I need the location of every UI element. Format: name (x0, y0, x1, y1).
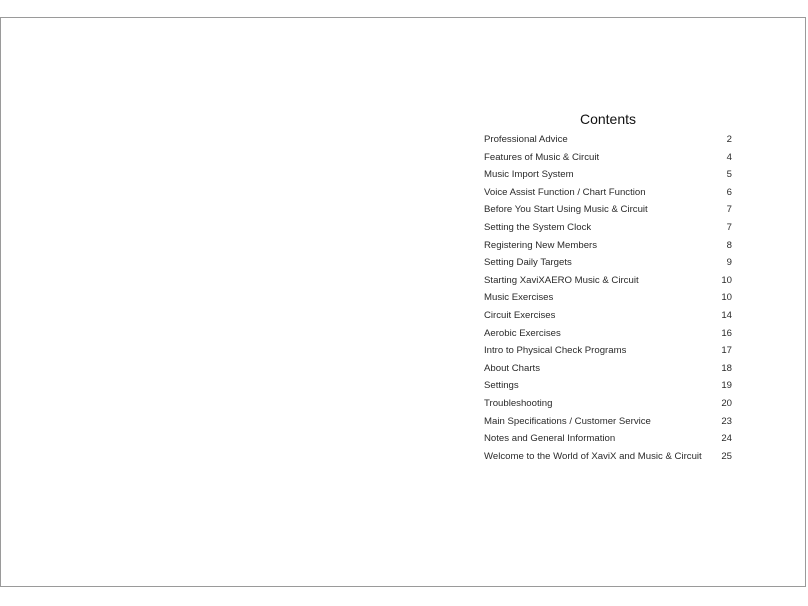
toc-entry-label: About Charts (484, 362, 540, 374)
toc-entry[interactable] (484, 342, 732, 360)
toc-entry-page-number: 19 (721, 380, 732, 392)
toc-entry-page-number: 10 (721, 292, 732, 304)
toc-entry-page-number: 7 (726, 204, 732, 216)
toc-entry[interactable] (484, 360, 732, 378)
toc-entry[interactable] (484, 166, 732, 184)
toc-entry-page-number: 16 (721, 327, 732, 339)
toc-entry-label: Music Import System (484, 169, 574, 181)
toc-entry[interactable] (484, 395, 732, 413)
toc-entry[interactable] (484, 325, 732, 343)
toc-entry-page-number: 24 (721, 433, 732, 445)
toc-entry-page-number: 18 (721, 362, 732, 374)
toc-entry-page-number: 9 (726, 257, 732, 269)
toc-entry-label: Voice Assist Function / Chart Function (484, 186, 646, 198)
toc-entry-label: Starting XaviXAERO Music & Circuit (484, 274, 639, 286)
toc-entry-page-number: 8 (726, 239, 732, 251)
toc-entry[interactable] (484, 413, 732, 431)
toc-entry[interactable] (484, 219, 732, 237)
toc-entry-page-number: 7 (726, 221, 732, 233)
toc-entry-label: Troubleshooting (484, 397, 553, 409)
toc-entry[interactable] (484, 184, 732, 202)
toc-entry-page-number: 14 (721, 309, 732, 321)
toc-entry-label: Registering New Members (484, 239, 598, 251)
toc-entry-page-number: 25 (721, 450, 732, 462)
toc-entry-label: Notes and General Information (484, 433, 616, 445)
toc-entry[interactable] (484, 307, 732, 325)
toc-entry-label: Professional Advice (484, 134, 568, 145)
toc-entry[interactable] (484, 201, 732, 219)
toc-entry[interactable] (484, 448, 732, 466)
toc-entry[interactable] (484, 272, 732, 290)
toc-entry[interactable] (484, 254, 732, 272)
toc-entry-page-number: 20 (721, 397, 732, 409)
toc-entry-label: Before You Start Using Music & Circuit (484, 204, 648, 216)
toc-entry[interactable] (484, 377, 732, 395)
toc-entry-page-number: 17 (721, 345, 732, 357)
table-of-contents (484, 110, 732, 465)
toc-entry-label: Setting the System Clock (484, 221, 592, 233)
toc-entry-page-number: 5 (726, 169, 732, 181)
toc-entry-label: Settings (484, 380, 519, 392)
toc-entry[interactable] (484, 289, 732, 307)
toc-entry-label: Aerobic Exercises (484, 327, 561, 339)
toc-entry-label: Circuit Exercises (484, 309, 556, 321)
toc-entry-page-number: 6 (726, 186, 732, 198)
toc-entry[interactable] (484, 237, 732, 255)
toc-entry-label: Main Specifications / Customer Service (484, 415, 651, 427)
toc-entry[interactable] (484, 149, 732, 167)
toc-entry-label: Features of Music & Circuit (484, 151, 600, 163)
toc-entry-label: Music Exercises (484, 292, 554, 304)
toc-entry[interactable] (484, 131, 732, 149)
contents-heading: Contents (579, 111, 637, 127)
toc-entry-page-number: 23 (721, 415, 732, 427)
toc-entry-label: Setting Daily Targets (484, 257, 572, 269)
toc-entry-page-number: 2 (726, 134, 732, 145)
toc-entry-label: Intro to Physical Check Programs (484, 345, 627, 357)
toc-entry-page-number: 4 (726, 151, 732, 163)
toc-entry-label: Welcome to the World of XaviX and Music & Circuit (484, 450, 702, 462)
toc-list (484, 131, 732, 465)
toc-entry-page-number: 10 (721, 274, 732, 286)
toc-entry[interactable] (484, 430, 732, 448)
